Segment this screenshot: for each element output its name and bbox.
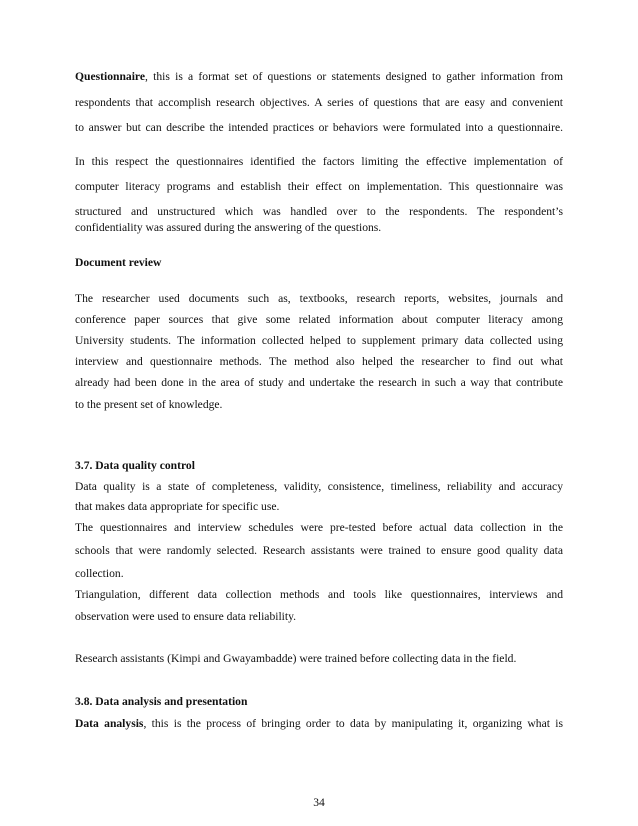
data-quality-line-6: Triangulation, different data collection methods and tools like questionnaires, interviews and: [75, 588, 563, 601]
document-review-line-1: The researcher used documents such as, textbooks, research reports, websites, journals and: [75, 292, 563, 305]
data-quality-line-4: schools that were randomly selected. Research assistants were trained to ensure good quality data: [75, 544, 563, 557]
document-review-line-5: already had been done in the area of study and undertake the research in such a way that contribute: [75, 376, 563, 389]
data-quality-line-1: Data quality is a state of completeness, validity, consistence, timeliness, reliability and accuracy: [75, 480, 563, 493]
data-analysis-line-1-text: , this is the process of bringing order to data by manipulating it, organizing what is: [143, 717, 563, 730]
questionnaire-line-1: [75, 70, 563, 84]
data-quality-line-7: observation were used to ensure data reliability.: [75, 610, 297, 623]
document-review-line-4: interview and questionnaire methods. The method also helped the researcher to find out what: [75, 355, 563, 368]
data-analysis-line-1: [75, 717, 563, 731]
questionnaire-p2-line-4: confidentiality was assured during the answering of the questions.: [75, 221, 382, 234]
document-review-line-2: conference paper sources that give some related information about computer literacy among: [75, 313, 563, 326]
data-quality-heading: 3.7. Data quality control: [75, 459, 195, 472]
questionnaire-p2-line-2: computer literacy programs and establish their effect on implementation. This questionnaire was: [75, 180, 563, 193]
data-quality-line-3: The questionnaires and interview schedules were pre-tested before actual data collection in the: [75, 521, 563, 534]
page-number: 34: [313, 796, 325, 809]
questionnaire-p2-line-3: structured and unstructured which was handled over to the respondents. The respondent’s: [75, 205, 563, 218]
data-quality-line-8: Research assistants (Kimpi and Gwayambadde) were trained before collecting data in the field.: [75, 652, 517, 665]
questionnaire-line-3: to answer but can describe the intended practices or behaviors were formulated into a questionnaire.: [75, 121, 563, 134]
questionnaire-line-1-text: , this is a format set of questions or statements designed to gather information from: [145, 70, 563, 83]
questionnaire-p2-line-1: In this respect the questionnaires identified the factors limiting the effective implementation of: [75, 155, 563, 168]
questionnaire-heading: Questionnaire: [75, 70, 145, 83]
data-quality-line-5: collection.: [75, 567, 124, 580]
data-quality-line-2: that makes data appropriate for specific use.: [75, 500, 280, 513]
questionnaire-line-2: respondents that accomplish research objectives. A series of questions that are easy and convenient: [75, 96, 563, 109]
data-analysis-term: Data analysis: [75, 717, 144, 730]
document-review-line-3: University students. The information collected helped to supplement primary data collected using: [75, 334, 563, 347]
data-analysis-heading: 3.8. Data analysis and presentation: [75, 695, 248, 708]
document-review-line-6: to the present set of knowledge.: [75, 398, 223, 411]
document-review-heading: Document review: [75, 256, 162, 269]
